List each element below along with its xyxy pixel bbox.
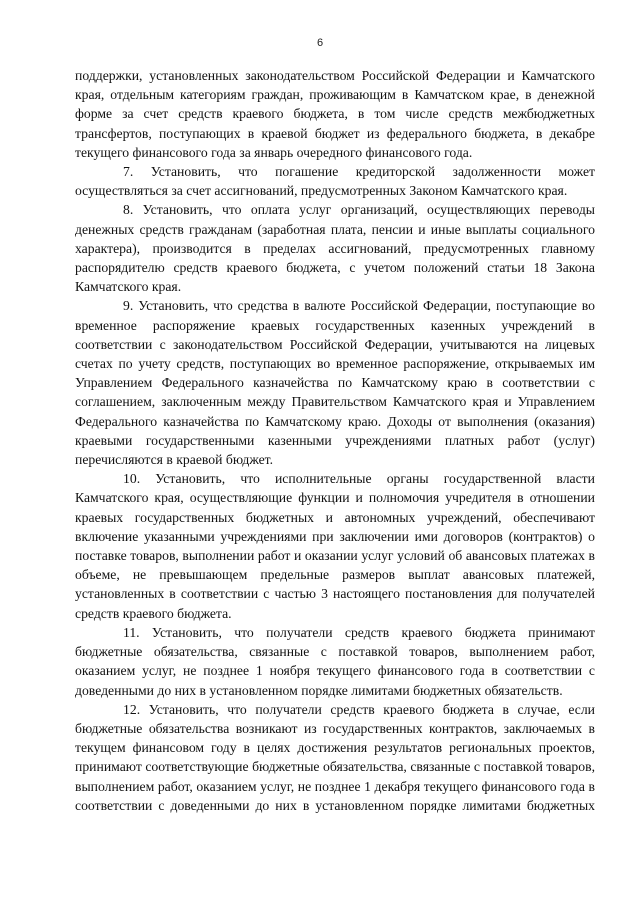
paragraph-12: 12. Установить, что получатели средств краевого бюджета в случае, если бюджетные обязательства возникают из государственных контрактов, заключаемых в текущем финансовом году в целях достижения результатов региональных проектов, принимают соответствующие бюджетные обязательства, связанные с поставкой товаров, выполнением работ, оказанием услуг, не позднее 1 декабря текущего финансового года в соответствии с доведенными до них в установленном порядке лимитами бюджетных (75, 701, 595, 813)
paragraph-9: 9. Установить, что средства в валюте Российской Федерации, поступающие во временное распоряжение краевых государственных казенных учреждений в соответствии с законодательством Российской Федерации, учитываются на лицевых счетах по учету средств, поступающих во временное распоряжение, открываемых им Управлением Федерального казначейства по Камчатскому краю в соответствии с соглашением, заключенным между Правительством Камчатского края и Управлением Федерального казначейства по Камчатскому краю. Доходы от выполнения (оказания) краевыми государственными казенными учреждениями платных работ (услуг) перечисляются в краевой бюджет. (75, 298, 595, 468)
paragraph-8: 8. Установить, что оплата услуг организаций, осуществляющих переводы денежных средств гражданам (заработная плата, пенсии и иные выплаты социального характера), производится в пределах ассигнований, предусмотренных главному распорядителю средств краевого бюджета, с учетом положений статьи 18 Закона Камчатского края. (75, 202, 595, 295)
paragraph-11: 11. Установить, что получатели средств краевого бюджета принимают бюджетные обязательства, связанные с поставкой товаров, выполнением работ, оказанием услуг, не позднее 1 ноября текущего финансового года в соответствии с доведенными до них в установленном порядке лимитами бюджетных обязательств. (75, 624, 595, 698)
document-body (75, 66, 595, 815)
paragraph-7: 7. Установить, что погашение кредиторской задолженности может осуществляться за счет ассигнований, предусмотренных Законом Камчатского края. (75, 164, 595, 199)
paragraph-continuation: поддержки, установленных законодательством Российской Федерации и Камчатского края, отдельным категориям граждан, проживающим в Камчатском крае, в денежной форме за счет средств краевого бюджета, в том числе средств межбюджетных трансфертов, поступающих в краевой бюджет из федерального бюджета, в декабре текущего финансового года за январь очередного финансового года. (75, 68, 595, 160)
page-number: 6 (316, 37, 324, 49)
paragraph-10: 10. Установить, что исполнительные органы государственной власти Камчатского края, осуществляющие функции и полномочия учредителя в отношении краевых государственных бюджетных и автономных учреждений, обеспечивают включение указанными учреждениями при заключении ими договоров (контрактов) о поставке товаров, выполнении работ и оказании услуг условий об авансовых платежах в объеме, не превышающем предельные размеров выплат авансовых платежей, установленных в соответствии с частью 3 настоящего постановления для получателей средств краевого бюджета. (75, 471, 595, 621)
